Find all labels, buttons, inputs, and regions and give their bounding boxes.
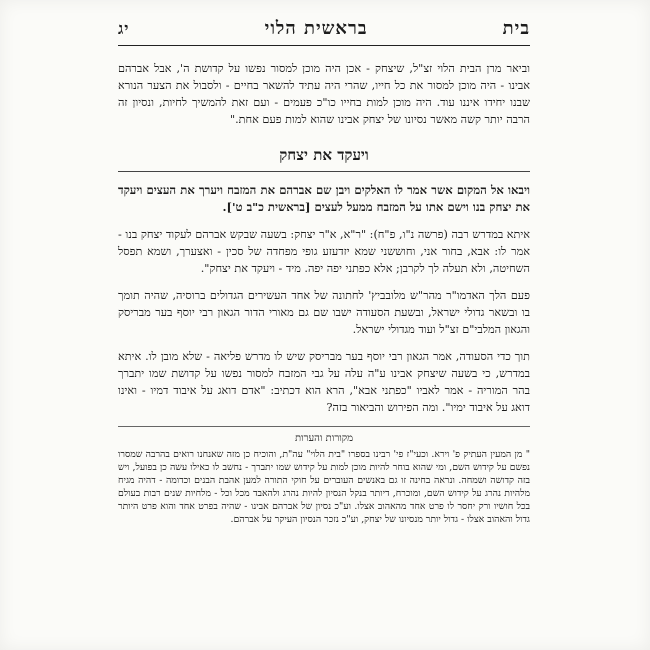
header-title: בראשית הלוי bbox=[264, 18, 368, 39]
midrash-paragraph: איתא במדרש רבה (פרשה נ"ו, פ"ח): "ר"א, א"ר יצחק: בשעה שבקש אברהם לעקוד יצחק בנו - אמר לו: אבא, בחור אני, וחוששני שמא יזדעזע גופי מפחדה של סכין - ואצערך, ושמא תפסל השחיטה, ולא תעלה לך לקרבן; אלא כפתני יפה יפה. מיד - ויעקד את יצחק". bbox=[118, 228, 530, 275]
page-number: יג bbox=[118, 19, 130, 38]
verse-quote: ויבאו אל המקום אשר אמר לו האלקים ויבן שם אברהם את המזבח ויערך את העצים ויעקד את יצחק בנו וישם אתו על המזבח ממעל לעצים [בראשית כ"ב ט']. bbox=[118, 183, 530, 214]
footnote-text: " מן המעין העתיק פ' וירא. וכעי"ז פי' רבינו בספרו "בית הלוי" עה"ת, והוכיח כן מזה שאנחנו רואים בהרבה שמסרו נפשם על קידוש השם, ומי שהוא בוחר להיות מוכן למות על קידוש שמו יתברך - נחשב לו כאילו עשה כן בפועל, ויש בזה קדושה ושמחה. ונראה בחינה זו גם באנשים העוברים על חוקי התורה למען אהבת הבנים וכדומה - דהיה מגיח מלהיות נהרג על קידוש השם, ומוכרח, דיותר בנקל הנסיון להיות נהרג ולהאבד מכל וכל - מלחיות שנים רבות בעולם בכל חושיו ורק יחסר לו פרט אחד מהאהוב אצלו. וע"כ נסיון של אברהם אבינו - שהיה בפרט אחד והוא פרט היותר גדול והאהוב אצלו - גדול יותר מנסיונו של יצחק, וע"כ נזכר הנסיון העיקר על אברהם. bbox=[118, 449, 530, 525]
story-paragraph: פעם הלך האדמו"ר מהר"ש מלובביץ' לחתונה של אחד העשירים הגדולים ברוסיה, שהיה תומך בו ובשאר גדולי ישראל, ובשעת הסעודה ישבו שם גם מאורי הדור הגאון רבי יוסף בער מבריסק והגאון המלבי"ם זצ"ל ועוד מגדולי ישראל. bbox=[118, 289, 530, 336]
opening-paragraph: וביאר מרן הבית הלוי זצ"ל, שיצחק - אכן היה מוכן למסור נפשו על קדושת ה', אבל אברהם אבינו - היה מוכן למסור את כל חייו, שהרי היה עתיד להשאר בחיים - ולסבול את הצער הנורא שבנו יחידו איננו עוד. היה מוכן למות בחייו כו"כ פעמים - ועם זאת להמשיך לחיות, ונסיון זה הרבה יותר קשה מאשר נסיונו של יצחק אבינו שהוא למות פעם אחת." bbox=[118, 62, 530, 126]
header-book-word: בית bbox=[502, 18, 530, 39]
page-content bbox=[118, 18, 530, 526]
running-header bbox=[118, 18, 530, 46]
footnotes-heading: מקורות והערות bbox=[118, 426, 530, 444]
section-heading: ויעקד את יצחק bbox=[118, 146, 530, 172]
question-paragraph: תוך כדי הסעודה, אמר הגאון רבי יוסף בער מבריסק שיש לו מדרש פליאה - שלא מובן לו. איתא במדרש, כי בשעה שיצחק אבינו ע"ה עלה על גבי המזבח למסור נפשו על קדושת שמו יתברך בהר המוריה - אמר לאביו "כפתני אבא", הרא הוא דכתיב: "אדם דואג על איבוד דמיו - ואינו דואג על איבוד ימיו". ומה הפירוש והביאור בזה? bbox=[118, 350, 530, 414]
